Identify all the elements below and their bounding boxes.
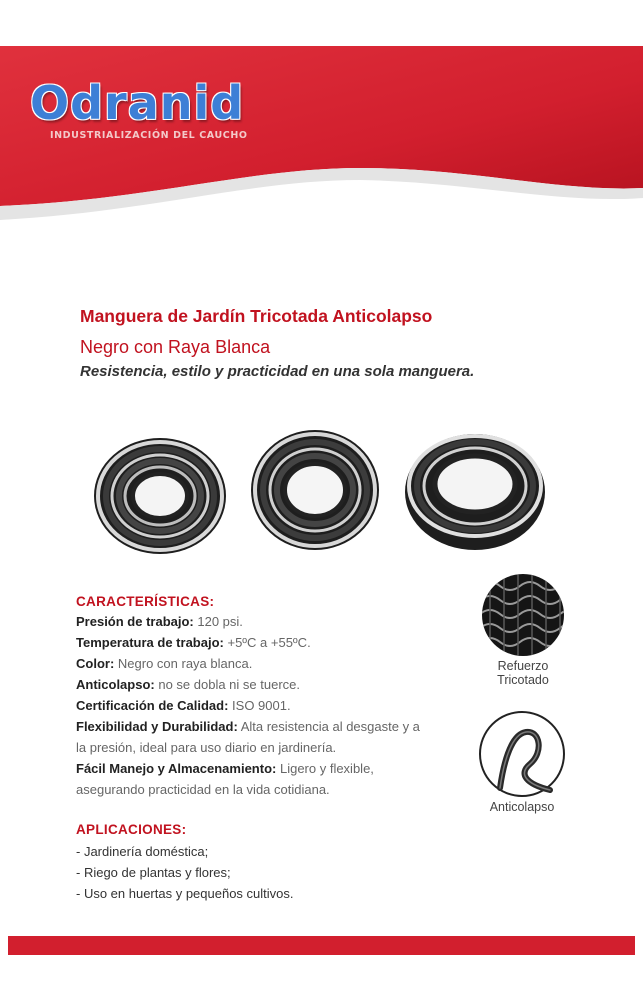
hose-coil-image-3 — [400, 420, 550, 560]
application-item: - Riego de plantas y flores; — [76, 865, 231, 880]
application-item: - Jardinería doméstica; — [76, 844, 209, 859]
spec-color: Color: Negro con raya blanca. — [76, 656, 253, 671]
brand-tagline: INDUSTRIALIZACIÓN DEL CAUCHO — [50, 130, 248, 141]
product-title: Manguera de Jardín Tricotada Anticolapso — [80, 306, 433, 326]
spec-handling-cont: asegurando practicidad en la vida cotidiana. — [76, 782, 330, 797]
knit-mesh-icon — [480, 572, 566, 658]
product-tagline: Resistencia, estilo y practicidad en una sola manguera. — [80, 363, 475, 380]
product-subtitle: Negro con Raya Blanca — [80, 337, 271, 357]
brand-logo: Odranid — [30, 76, 245, 130]
header-banner — [0, 0, 643, 240]
spec-flexibility-cont: la presión, ideal para uso diario en jardinería. — [76, 740, 337, 755]
spec-anticollapse: Anticolapso: no se dobla ni se tuerce. — [76, 677, 300, 692]
hose-coil-image-1 — [90, 420, 230, 560]
spec-handling: Fácil Manejo y Almacenamiento: Ligero y flexible, — [76, 761, 374, 776]
hose-loop-icon — [478, 710, 566, 798]
reinforcement-caption: Refuerzo Tricotado — [497, 659, 549, 687]
spec-pressure: Presión de trabajo: 120 psi. — [76, 614, 243, 629]
anticollapse-caption: Anticolapso — [489, 800, 555, 814]
features-heading: CARACTERÍSTICAS: — [76, 594, 215, 609]
application-item: - Uso en huertas y pequeños cultivos. — [76, 886, 294, 901]
applications-heading: APLICACIONES: — [76, 822, 187, 837]
spec-temperature: Temperatura de trabajo: +5ºC a +55ºC. — [76, 635, 311, 650]
hose-coil-image-2 — [245, 420, 385, 560]
footer-bar — [8, 936, 635, 955]
spec-certification: Certificación de Calidad: ISO 9001. — [76, 698, 291, 713]
spec-flexibility: Flexibilidad y Durabilidad: Alta resistencia al desgaste y a — [76, 719, 420, 734]
